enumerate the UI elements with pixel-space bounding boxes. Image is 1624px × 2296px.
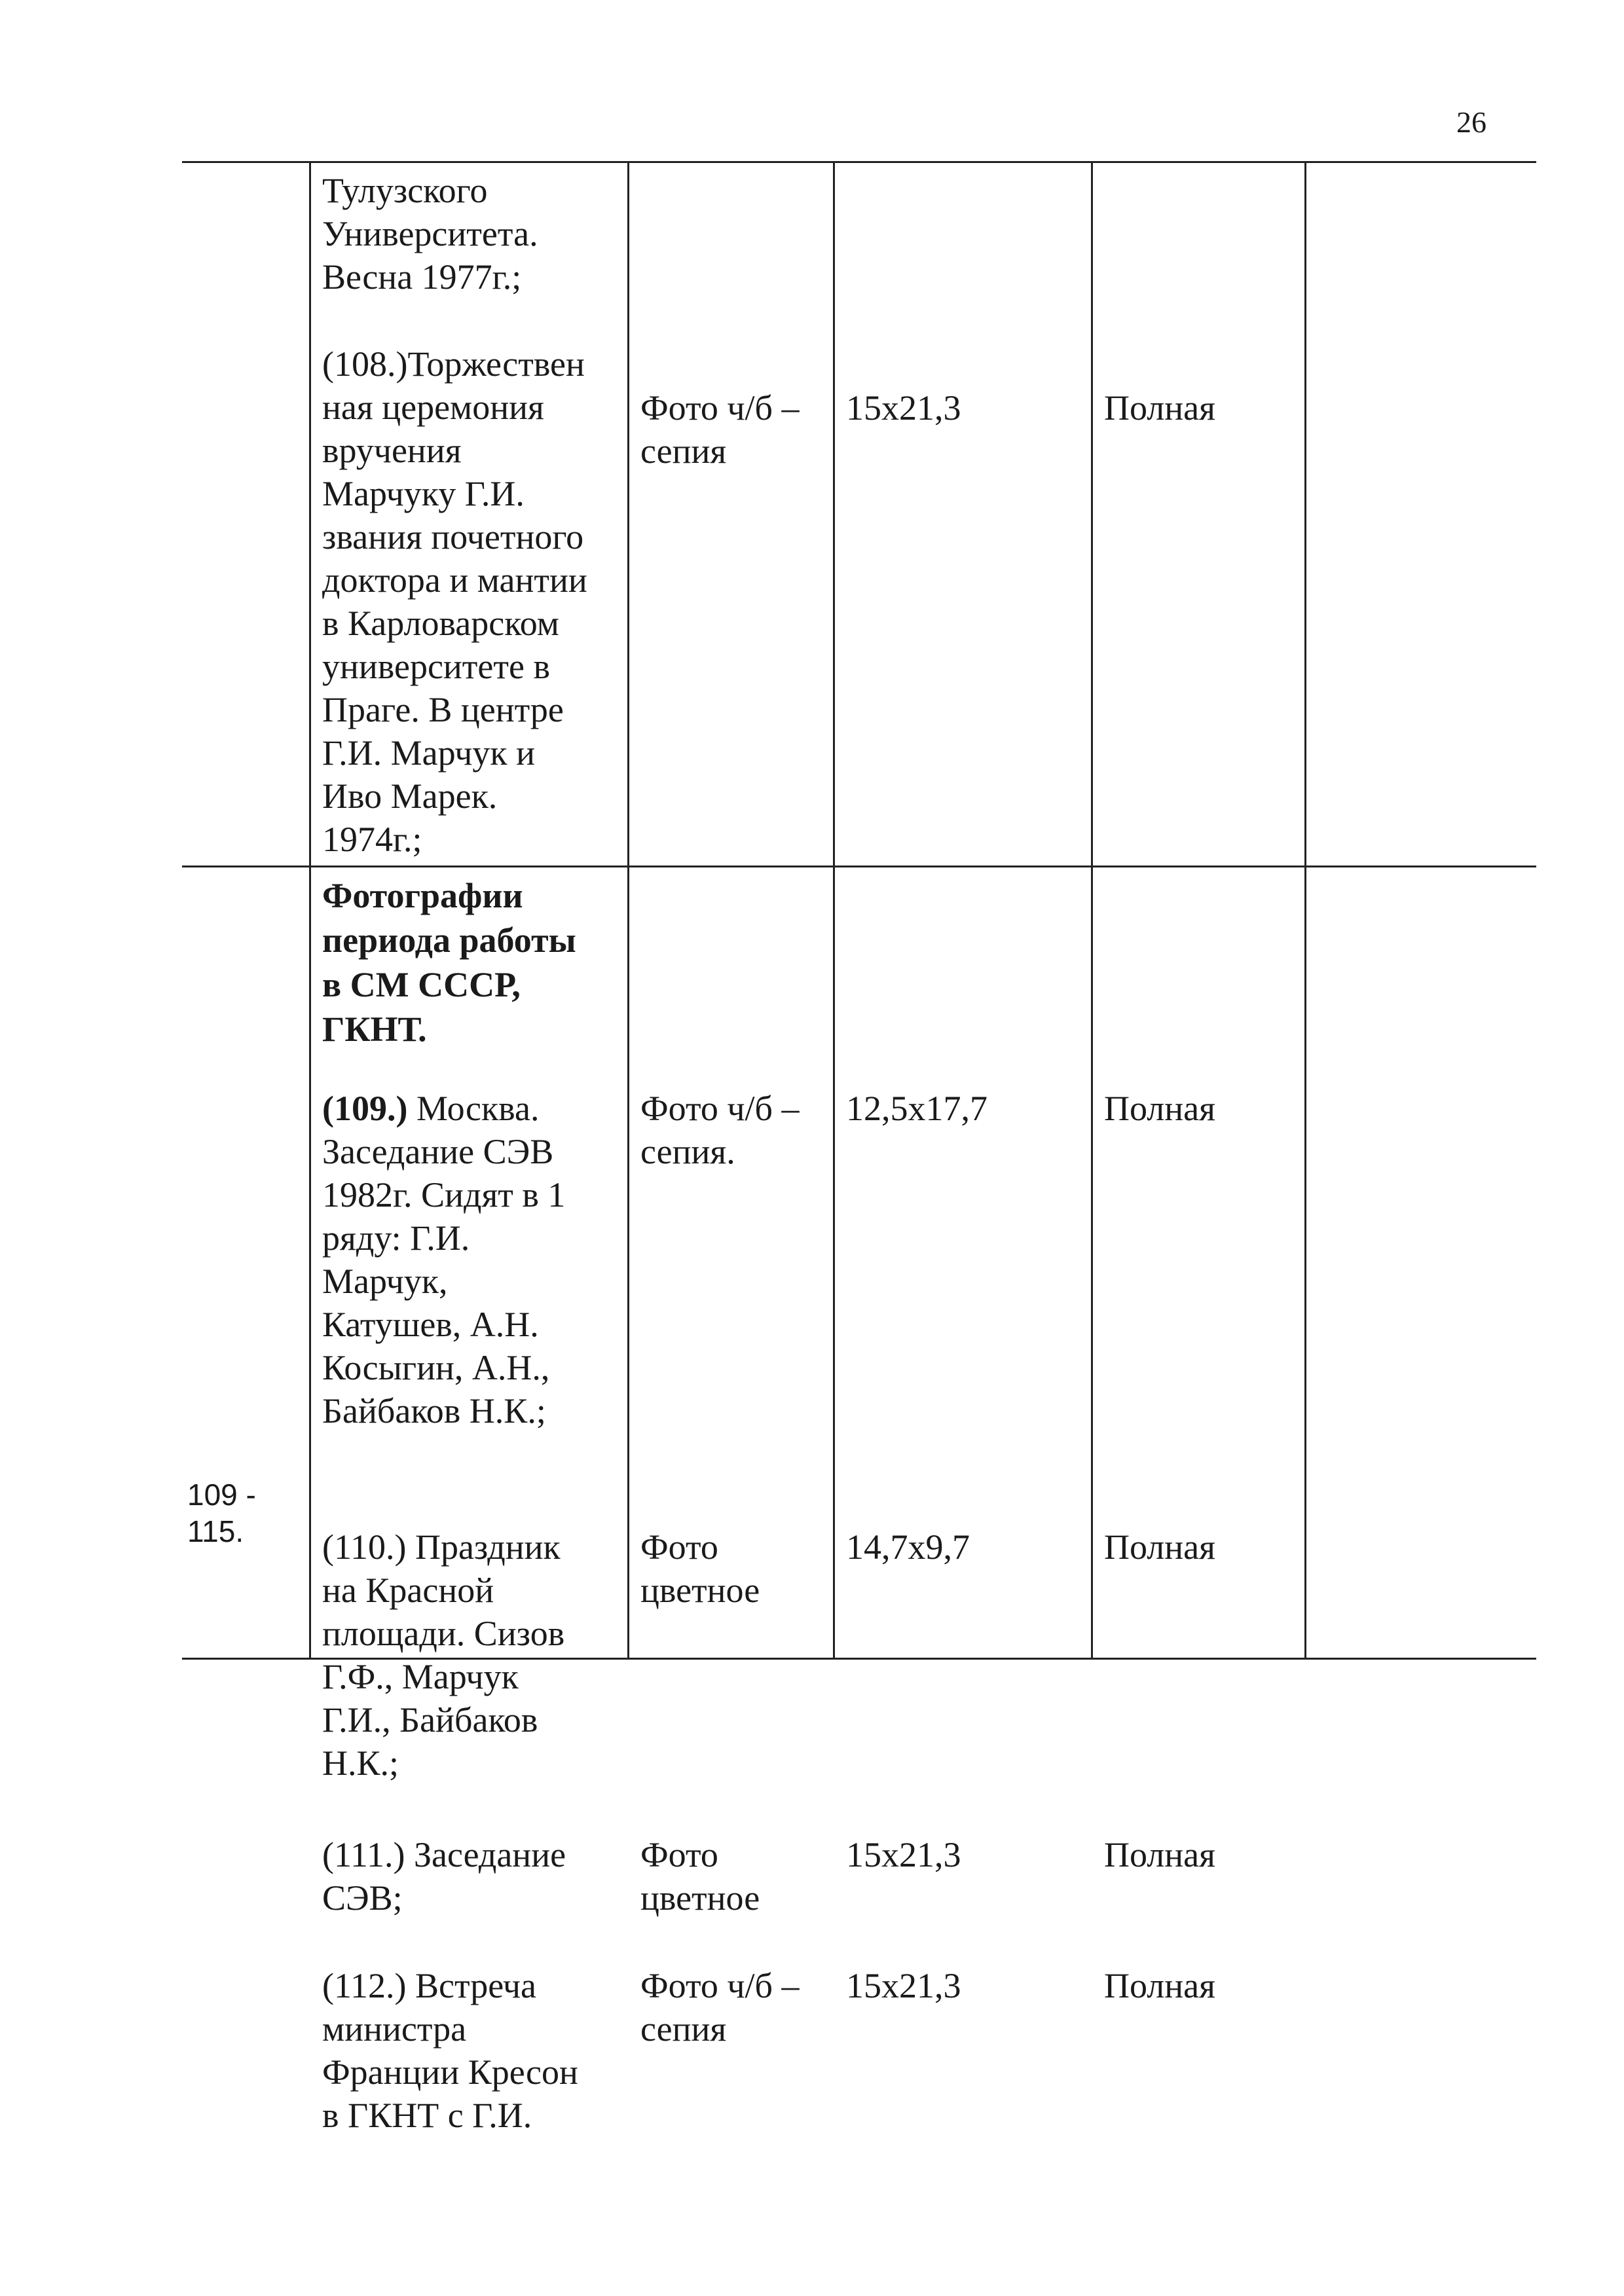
page-number: 26 <box>1456 105 1486 139</box>
item-110-completeness: Полная <box>1104 1527 1215 1567</box>
item-111-type: Фото цветное <box>640 1835 760 1918</box>
item-108-type: Фото ч/б – сепия <box>640 388 800 471</box>
column-divider-3 <box>833 161 835 1659</box>
description-continued: Тулузского Университета. Весна 1977г.; <box>322 171 538 297</box>
section-heading: Фотографии периода работы в СМ СССР, ГКНТ. <box>322 876 576 1049</box>
item-109-text: Москва. Заседание СЭВ 1982г. Сидят в 1 ряду: Г.И. Марчук, Катушев, А.Н. Косыгин, А.Н., Байбаков Н.К.; <box>322 1089 566 1430</box>
item-111-description: (111.) Заседание СЭВ; <box>322 1835 566 1918</box>
item-109-number: (109.) <box>322 1089 408 1128</box>
item-109-size: 12,5х17,7 <box>846 1089 987 1128</box>
item-108-size: 15х21,3 <box>846 388 961 428</box>
column-divider-4 <box>1091 161 1093 1659</box>
item-110-description: (110.) Праздник на Красной площади. Сизов Г.Ф., Марчук Г.И., Байбаков Н.К.; <box>322 1527 565 1783</box>
row-divider <box>182 866 1536 867</box>
item-111-completeness: Полная <box>1104 1835 1215 1874</box>
item-109-type: Фото ч/б – сепия. <box>640 1089 800 1171</box>
item-109-completeness: Полная <box>1104 1089 1215 1128</box>
column-divider-5 <box>1304 161 1306 1659</box>
item-110-size: 14,7х9,7 <box>846 1527 970 1567</box>
item-108-completeness: Полная <box>1104 388 1215 428</box>
item-108-description: (108.)Торжествен ная церемония вручения Марчуку Г.И. звания почетного доктора и мантии в Карловарском университете в Праге. В центре Г.И. Марчук и Иво Марек. 1974г.; <box>322 344 587 859</box>
row-number-range: 109 - 115. <box>187 1478 256 1548</box>
item-111-size: 15х21,3 <box>846 1835 961 1874</box>
item-112-completeness: Полная <box>1104 1966 1215 2005</box>
column-divider-1 <box>309 161 311 1659</box>
item-109-description <box>322 1087 623 1432</box>
column-divider-2 <box>627 161 629 1659</box>
item-112-type: Фото ч/б – сепия <box>640 1966 800 2049</box>
item-110-type: Фото цветное <box>640 1527 760 1610</box>
item-112-description: (112.) Встреча министра Франции Кресон в ГКНТ с Г.И. <box>322 1966 578 2135</box>
table-top-border <box>182 161 1536 163</box>
item-112-size: 15х21,3 <box>846 1966 961 2005</box>
